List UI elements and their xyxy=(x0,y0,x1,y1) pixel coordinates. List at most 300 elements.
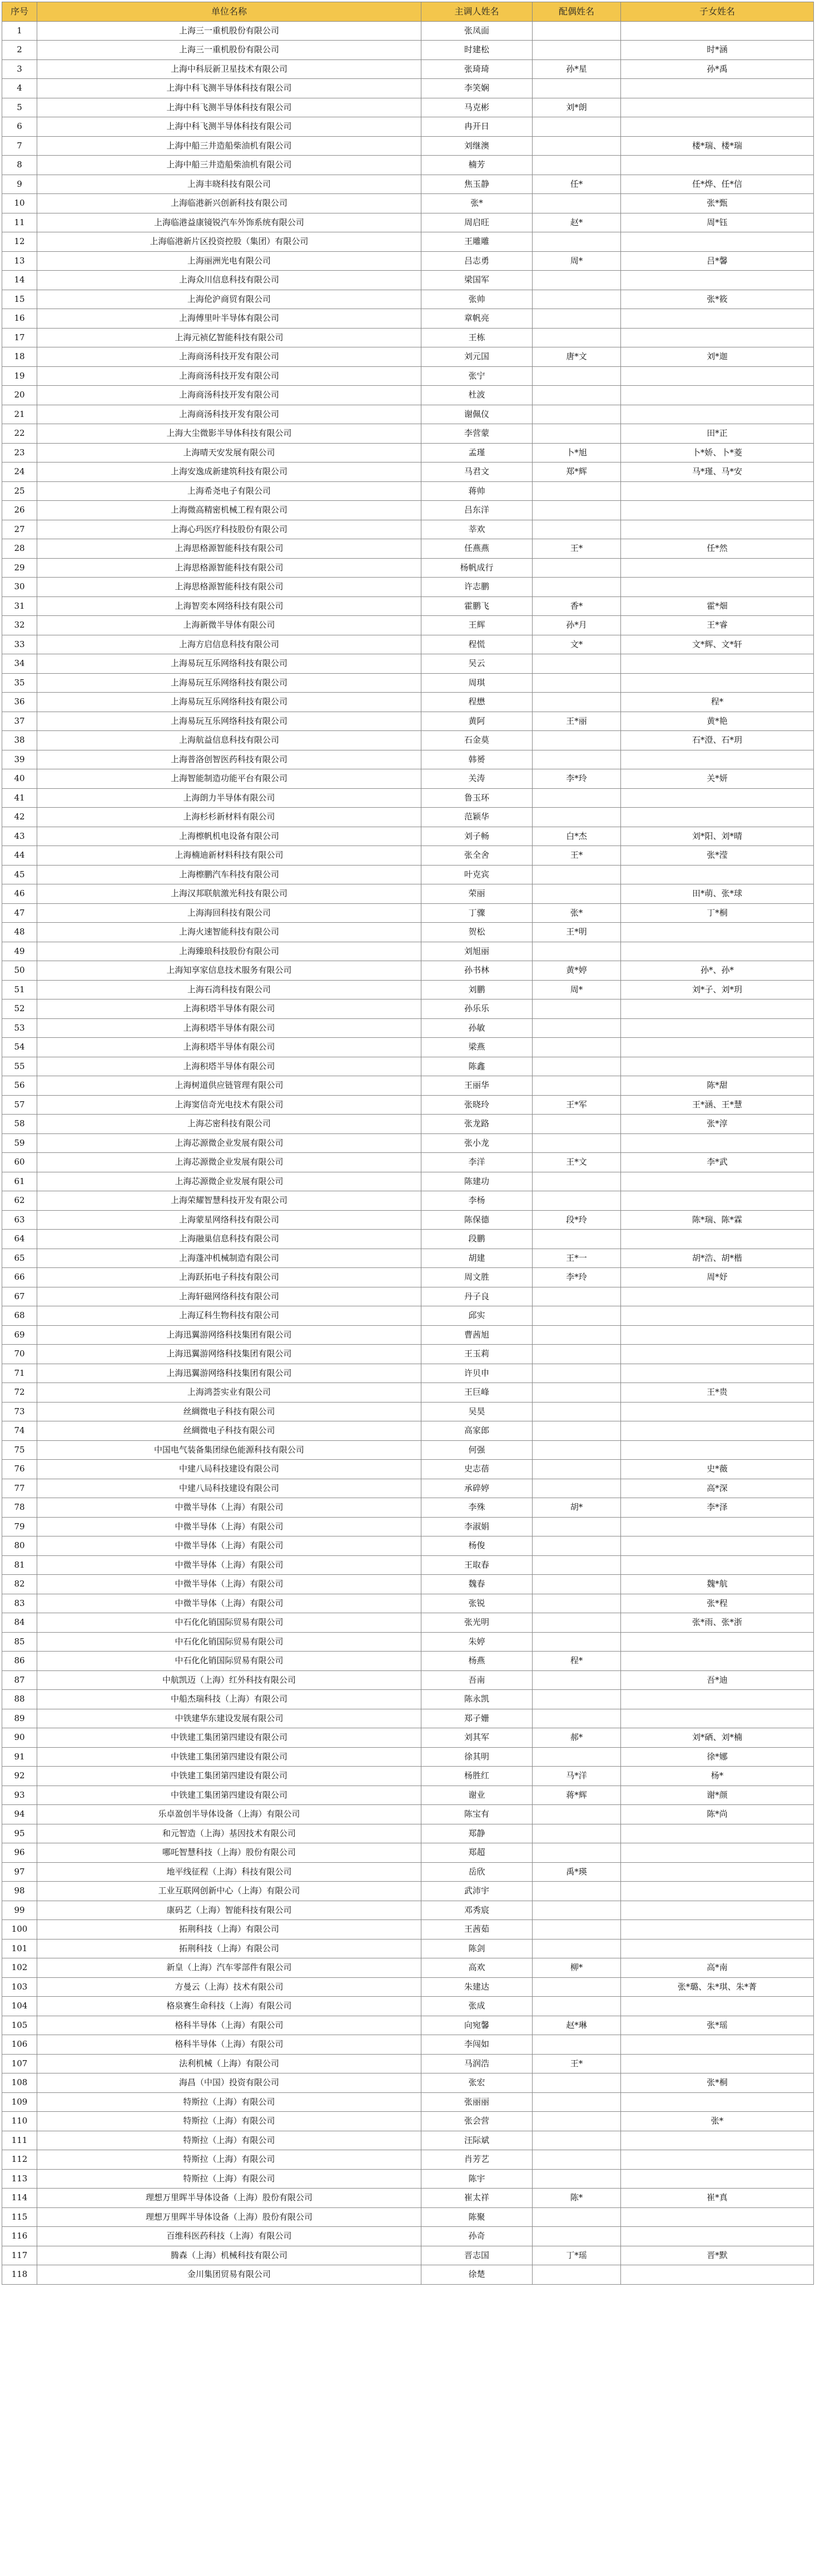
cell-company: 上海海回科技有限公司 xyxy=(37,903,421,923)
table-row xyxy=(2,1498,814,1518)
cell-index: 14 xyxy=(2,271,37,290)
cell-children: 石*澄、石*玥 xyxy=(621,731,814,750)
table-row xyxy=(2,808,814,827)
cell-person: 李闯如 xyxy=(421,2035,533,2055)
cell-company: 上海方启信息科技有限公司 xyxy=(37,635,421,654)
cell-spouse: 王* xyxy=(533,539,621,559)
cell-company: 和元智造（上海）基因技术有限公司 xyxy=(37,1824,421,1843)
table-row xyxy=(2,712,814,731)
cell-spouse: 赵*琳 xyxy=(533,2016,621,2035)
cell-index: 6 xyxy=(2,117,37,137)
cell-index: 103 xyxy=(2,1977,37,1997)
cell-person: 王丽华 xyxy=(421,1076,533,1096)
cell-person: 史志蓓 xyxy=(421,1460,533,1479)
cell-children xyxy=(621,117,814,137)
cell-index: 94 xyxy=(2,1805,37,1824)
cell-index: 75 xyxy=(2,1440,37,1460)
cell-company: 上海融巢信息科技有限公司 xyxy=(37,1230,421,1249)
cell-company: 特斯拉（上海）有限公司 xyxy=(37,2112,421,2131)
cell-person: 杜波 xyxy=(421,386,533,405)
cell-spouse xyxy=(533,1555,621,1575)
cell-company: 上海芯源微企业发展有限公司 xyxy=(37,1153,421,1172)
cell-company: 上海商汤科技开发有限公司 xyxy=(37,366,421,386)
cell-person: 张龙路 xyxy=(421,1115,533,1134)
cell-children xyxy=(621,654,814,674)
cell-company: 中航凯迈（上海）红外科技有限公司 xyxy=(37,1670,421,1690)
table-row xyxy=(2,1306,814,1326)
cell-spouse xyxy=(533,1191,621,1211)
cell-children xyxy=(621,1709,814,1728)
cell-company: 上海微高精密机械工程有限公司 xyxy=(37,501,421,520)
cell-children: 徐*娜 xyxy=(621,1747,814,1767)
header-children: 子女姓名 xyxy=(621,2,814,22)
cell-children xyxy=(621,1939,814,1958)
cell-person: 张晓玲 xyxy=(421,1095,533,1115)
cell-index: 28 xyxy=(2,539,37,559)
table-row xyxy=(2,21,814,41)
table-row xyxy=(2,1805,814,1824)
cell-children xyxy=(621,999,814,1019)
cell-index: 77 xyxy=(2,1479,37,1498)
table-row xyxy=(2,1460,814,1479)
table-row xyxy=(2,1421,814,1441)
table-row xyxy=(2,194,814,213)
cell-person: 晋志国 xyxy=(421,2246,533,2265)
cell-children: 张*璐、朱*琪、朱*菁 xyxy=(621,1977,814,1997)
table-row xyxy=(2,1210,814,1230)
cell-person: 丁骤 xyxy=(421,903,533,923)
cell-person: 张会营 xyxy=(421,2112,533,2131)
cell-person: 马润浩 xyxy=(421,2054,533,2073)
cell-children xyxy=(621,1517,814,1536)
cell-children: 王*睿 xyxy=(621,616,814,635)
cell-company: 上海商汤科技开发有限公司 xyxy=(37,386,421,405)
cell-company: 上海楠迪新材料科技有限公司 xyxy=(37,846,421,866)
cell-spouse xyxy=(533,386,621,405)
cell-person: 霍鹏飞 xyxy=(421,596,533,616)
cell-company: 上海窦信奇光电技术有限公司 xyxy=(37,1095,421,1115)
table-row xyxy=(2,1670,814,1690)
cell-person: 程懋 xyxy=(421,693,533,712)
cell-company: 地平线征程（上海）科技有限公司 xyxy=(37,1862,421,1882)
cell-index: 11 xyxy=(2,213,37,232)
cell-spouse: 张* xyxy=(533,903,621,923)
cell-children: 张*筱 xyxy=(621,290,814,309)
cell-person: 王茜茹 xyxy=(421,1920,533,1940)
cell-index: 15 xyxy=(2,290,37,309)
cell-company: 上海积塔半导体有限公司 xyxy=(37,1018,421,1038)
cell-company: 中铁建华东建设发展有限公司 xyxy=(37,1709,421,1728)
cell-spouse xyxy=(533,1479,621,1498)
cell-index: 80 xyxy=(2,1536,37,1556)
cell-index: 79 xyxy=(2,1517,37,1536)
cell-company: 特斯拉（上海）有限公司 xyxy=(37,2150,421,2170)
cell-children xyxy=(621,1325,814,1345)
cell-person: 章帆亮 xyxy=(421,309,533,329)
cell-person: 梁国军 xyxy=(421,271,533,290)
table-row xyxy=(2,501,814,520)
table-row xyxy=(2,1076,814,1096)
cell-index: 95 xyxy=(2,1824,37,1843)
cell-company: 上海杉杉新材料有限公司 xyxy=(37,808,421,827)
cell-company: 上海伦沪商贸有限公司 xyxy=(37,290,421,309)
cell-company: 上海知享家信息技术服务有限公司 xyxy=(37,961,421,981)
table-row xyxy=(2,2016,814,2035)
cell-children xyxy=(621,21,814,41)
cell-index: 114 xyxy=(2,2189,37,2208)
cell-company: 上海思格源智能科技有限公司 xyxy=(37,558,421,578)
cell-children: 高*深 xyxy=(621,1479,814,1498)
cell-spouse: 程* xyxy=(533,1652,621,1671)
table-row xyxy=(2,1767,814,1786)
table-row xyxy=(2,213,814,232)
table-row xyxy=(2,2092,814,2112)
cell-children xyxy=(621,98,814,117)
cell-children: 黄*艳 xyxy=(621,712,814,731)
cell-company: 上海辽科生物科技有限公司 xyxy=(37,1306,421,1326)
cell-person: 吕志勇 xyxy=(421,251,533,271)
cell-index: 72 xyxy=(2,1383,37,1403)
cell-company: 拓荆科技（上海）有限公司 xyxy=(37,1920,421,1940)
table-row xyxy=(2,2265,814,2285)
cell-children: 刘*硒、刘*楠 xyxy=(621,1728,814,1748)
table-row xyxy=(2,1536,814,1556)
cell-spouse xyxy=(533,1613,621,1633)
cell-spouse xyxy=(533,1230,621,1249)
cell-index: 107 xyxy=(2,2054,37,2073)
cell-children xyxy=(621,865,814,884)
cell-company: 上海普洛创智医药科技有限公司 xyxy=(37,750,421,769)
cell-spouse: 胡* xyxy=(533,1498,621,1518)
cell-spouse: 任* xyxy=(533,175,621,194)
cell-person: 何强 xyxy=(421,1440,533,1460)
cell-spouse xyxy=(533,136,621,156)
cell-spouse xyxy=(533,1977,621,1997)
cell-index: 111 xyxy=(2,2131,37,2150)
cell-children xyxy=(621,1536,814,1556)
table-row xyxy=(2,1594,814,1613)
cell-children: 陈*甜 xyxy=(621,1076,814,1096)
cell-person: 陈宝有 xyxy=(421,1805,533,1824)
table-row xyxy=(2,654,814,674)
cell-index: 16 xyxy=(2,309,37,329)
cell-children: 任*然 xyxy=(621,539,814,559)
cell-spouse xyxy=(533,1670,621,1690)
cell-spouse xyxy=(533,1901,621,1920)
table-row xyxy=(2,1901,814,1920)
cell-children xyxy=(621,1632,814,1652)
table-row xyxy=(2,251,814,271)
cell-spouse xyxy=(533,309,621,329)
cell-index: 92 xyxy=(2,1767,37,1786)
cell-index: 34 xyxy=(2,654,37,674)
cell-index: 69 xyxy=(2,1325,37,1345)
cell-company: 上海鸿荟实业有限公司 xyxy=(37,1383,421,1403)
cell-children xyxy=(621,578,814,597)
cell-spouse: 周* xyxy=(533,251,621,271)
table-row xyxy=(2,2169,814,2189)
cell-spouse xyxy=(533,942,621,961)
table-row xyxy=(2,616,814,635)
cell-person: 张帅 xyxy=(421,290,533,309)
cell-company: 上海三一重机股份有限公司 xyxy=(37,21,421,41)
table-row xyxy=(2,2131,814,2150)
cell-spouse xyxy=(533,79,621,98)
cell-person: 杨燕 xyxy=(421,1652,533,1671)
cell-person: 王雕雕 xyxy=(421,232,533,252)
cell-children xyxy=(621,2169,814,2189)
table-row xyxy=(2,2207,814,2227)
table-row xyxy=(2,366,814,386)
cell-company: 上海蒙星网络科技有限公司 xyxy=(37,1210,421,1230)
cell-spouse xyxy=(533,673,621,693)
cell-index: 3 xyxy=(2,59,37,79)
table-row xyxy=(2,1747,814,1767)
cell-spouse xyxy=(533,1345,621,1364)
cell-person: 王玉莉 xyxy=(421,1345,533,1364)
cell-index: 60 xyxy=(2,1153,37,1172)
cell-children: 文*辉、文*轩 xyxy=(621,635,814,654)
table-row xyxy=(2,1939,814,1958)
cell-children xyxy=(621,156,814,175)
cell-company: 特斯拉（上海）有限公司 xyxy=(37,2169,421,2189)
cell-children: 任*烨、任*信 xyxy=(621,175,814,194)
cell-index: 32 xyxy=(2,616,37,635)
cell-index: 118 xyxy=(2,2265,37,2285)
table-row xyxy=(2,596,814,616)
table-row xyxy=(2,1920,814,1940)
cell-spouse: 陈* xyxy=(533,2189,621,2208)
cell-person: 范颖华 xyxy=(421,808,533,827)
cell-company: 上海火速智能科技有限公司 xyxy=(37,923,421,942)
cell-index: 65 xyxy=(2,1249,37,1268)
cell-person: 周琪 xyxy=(421,673,533,693)
cell-spouse xyxy=(533,693,621,712)
cell-company: 中石化化销国际贸易有限公司 xyxy=(37,1632,421,1652)
table-row xyxy=(2,424,814,444)
cell-person: 吴云 xyxy=(421,654,533,674)
cell-spouse: 禹*瑛 xyxy=(533,1862,621,1882)
table-row xyxy=(2,1824,814,1843)
cell-company: 乐卓盈创半导体设备（上海）有限公司 xyxy=(37,1805,421,1824)
cell-company: 海昌（中国）投资有限公司 xyxy=(37,2073,421,2093)
table-row xyxy=(2,1402,814,1421)
cell-index: 43 xyxy=(2,827,37,846)
cell-company: 上海芯源微企业发展有限公司 xyxy=(37,1133,421,1153)
cell-person: 叶克宾 xyxy=(421,865,533,884)
cell-company: 上海众川信息科技有限公司 xyxy=(37,271,421,290)
cell-children xyxy=(621,1018,814,1038)
cell-spouse: 黄*婷 xyxy=(533,961,621,981)
cell-index: 4 xyxy=(2,79,37,98)
cell-company: 上海临港益康镜锐汽车外饰系统有限公司 xyxy=(37,213,421,232)
cell-company: 上海易玩互乐网络科技有限公司 xyxy=(37,693,421,712)
table-row xyxy=(2,980,814,999)
cell-children: 李*泽 xyxy=(621,1498,814,1518)
cell-person: 杨俊 xyxy=(421,1536,533,1556)
cell-index: 46 xyxy=(2,884,37,904)
cell-company: 上海傅里叶半导体有限公司 xyxy=(37,309,421,329)
table-row xyxy=(2,1709,814,1728)
cell-children: 张*淳 xyxy=(621,1115,814,1134)
cell-index: 67 xyxy=(2,1287,37,1306)
cell-spouse xyxy=(533,1632,621,1652)
cell-person: 黄阿 xyxy=(421,712,533,731)
cell-index: 50 xyxy=(2,961,37,981)
cell-children: 周*妤 xyxy=(621,1268,814,1287)
cell-index: 113 xyxy=(2,2169,37,2189)
cell-index: 116 xyxy=(2,2227,37,2246)
cell-index: 31 xyxy=(2,596,37,616)
cell-children xyxy=(621,2035,814,2055)
cell-person: 王取春 xyxy=(421,1555,533,1575)
cell-company: 中铁建工集团第四建设有限公司 xyxy=(37,1786,421,1805)
table-row xyxy=(2,156,814,175)
cell-person: 吾南 xyxy=(421,1670,533,1690)
cell-company: 格泉赛生命科技（上海）有限公司 xyxy=(37,1997,421,2016)
cell-index: 23 xyxy=(2,443,37,463)
cell-company: 上海迅翼游网络科技集团有限公司 xyxy=(37,1345,421,1364)
table-row xyxy=(2,1882,814,1901)
cell-company: 方曼云（上海）技术有限公司 xyxy=(37,1977,421,1997)
table-row xyxy=(2,271,814,290)
cell-person: 谢佩仪 xyxy=(421,405,533,424)
header-company: 单位名称 xyxy=(37,2,421,22)
cell-spouse: 马*洋 xyxy=(533,1767,621,1786)
table-row xyxy=(2,1018,814,1038)
cell-children xyxy=(621,1690,814,1709)
cell-index: 8 xyxy=(2,156,37,175)
cell-index: 63 xyxy=(2,1210,37,1230)
table-row xyxy=(2,1057,814,1076)
cell-spouse xyxy=(533,2207,621,2227)
table-row xyxy=(2,347,814,367)
cell-index: 13 xyxy=(2,251,37,271)
cell-person: 王辉 xyxy=(421,616,533,635)
cell-company: 中建八局科技建设有限公司 xyxy=(37,1460,421,1479)
cell-index: 49 xyxy=(2,942,37,961)
cell-spouse: 王*明 xyxy=(533,923,621,942)
cell-person: 杨帆成行 xyxy=(421,558,533,578)
cell-index: 78 xyxy=(2,1498,37,1518)
cell-spouse xyxy=(533,2227,621,2246)
cell-index: 110 xyxy=(2,2112,37,2131)
cell-person: 陈保德 xyxy=(421,1210,533,1230)
cell-index: 82 xyxy=(2,1575,37,1594)
table-row xyxy=(2,1345,814,1364)
cell-person: 李营蒙 xyxy=(421,424,533,444)
cell-person: 莘欢 xyxy=(421,520,533,539)
cell-person: 许贝申 xyxy=(421,1364,533,1383)
cell-company: 上海临港新片区投资控股（集团）有限公司 xyxy=(37,232,421,252)
cell-person: 刘元国 xyxy=(421,347,533,367)
cell-person: 焦玉静 xyxy=(421,175,533,194)
cell-spouse xyxy=(533,1824,621,1843)
table-body xyxy=(2,21,814,2284)
table-row xyxy=(2,1479,814,1498)
cell-children xyxy=(621,1824,814,1843)
cell-children: 楼*瑞、楼*瑞 xyxy=(621,136,814,156)
cell-children: 张*程 xyxy=(621,1594,814,1613)
cell-children xyxy=(621,366,814,386)
cell-index: 76 xyxy=(2,1460,37,1479)
cell-children xyxy=(621,2092,814,2112)
cell-person: 许志鹏 xyxy=(421,578,533,597)
cell-spouse xyxy=(533,1747,621,1767)
cell-person: 承碎婷 xyxy=(421,1479,533,1498)
cell-spouse xyxy=(533,290,621,309)
cell-children xyxy=(621,2265,814,2285)
cell-index: 93 xyxy=(2,1786,37,1805)
cell-person: 谢业 xyxy=(421,1786,533,1805)
cell-spouse xyxy=(533,1172,621,1191)
cell-children: 关*妍 xyxy=(621,769,814,789)
cell-spouse xyxy=(533,1805,621,1824)
cell-index: 44 xyxy=(2,846,37,866)
cell-person: 丹子良 xyxy=(421,1287,533,1306)
cell-person: 张宏 xyxy=(421,2073,533,2093)
cell-company: 上海丽洲光电有限公司 xyxy=(37,251,421,271)
table-row xyxy=(2,1555,814,1575)
cell-spouse xyxy=(533,1460,621,1479)
cell-person: 陈聚 xyxy=(421,2207,533,2227)
cell-spouse: 文* xyxy=(533,635,621,654)
cell-company: 上海易玩互乐网络科技有限公司 xyxy=(37,673,421,693)
cell-company: 中铁建工集团第四建设有限公司 xyxy=(37,1728,421,1748)
cell-index: 9 xyxy=(2,175,37,194)
cell-person: 刘其军 xyxy=(421,1728,533,1748)
cell-company: 哪吒智慧科技（上海）股份有限公司 xyxy=(37,1843,421,1863)
cell-index: 33 xyxy=(2,635,37,654)
cell-spouse xyxy=(533,2265,621,2285)
table-row xyxy=(2,884,814,904)
cell-index: 81 xyxy=(2,1555,37,1575)
table-row xyxy=(2,827,814,846)
cell-children: 吾*迪 xyxy=(621,1670,814,1690)
cell-children xyxy=(621,309,814,329)
cell-company: 上海檫鹏汽车科技有限公司 xyxy=(37,865,421,884)
cell-index: 106 xyxy=(2,2035,37,2055)
cell-spouse xyxy=(533,405,621,424)
cell-children xyxy=(621,788,814,808)
table-row xyxy=(2,1191,814,1211)
cell-children: 田*正 xyxy=(621,424,814,444)
cell-spouse: 周* xyxy=(533,980,621,999)
cell-company: 中国电气装备集团绿色能源科技有限公司 xyxy=(37,1440,421,1460)
cell-children: 孙*、孙* xyxy=(621,961,814,981)
table-row xyxy=(2,443,814,463)
cell-person: 周文胜 xyxy=(421,1268,533,1287)
table-row xyxy=(2,232,814,252)
cell-spouse xyxy=(533,2112,621,2131)
cell-children: 时*涵 xyxy=(621,41,814,60)
table-row xyxy=(2,1364,814,1383)
cell-company: 上海石湾科技有限公司 xyxy=(37,980,421,999)
cell-spouse xyxy=(533,1057,621,1076)
cell-spouse: 唐*文 xyxy=(533,347,621,367)
table-row xyxy=(2,578,814,597)
cell-spouse xyxy=(533,194,621,213)
cell-company: 特斯拉（上海）有限公司 xyxy=(37,2131,421,2150)
cell-children xyxy=(621,1306,814,1326)
cell-spouse xyxy=(533,1115,621,1134)
cell-children: 张*瑶 xyxy=(621,2016,814,2035)
cell-children xyxy=(621,271,814,290)
cell-person: 刘旭丽 xyxy=(421,942,533,961)
table-row xyxy=(2,98,814,117)
cell-person: 高家郎 xyxy=(421,1421,533,1441)
roster-table xyxy=(2,2,814,2285)
